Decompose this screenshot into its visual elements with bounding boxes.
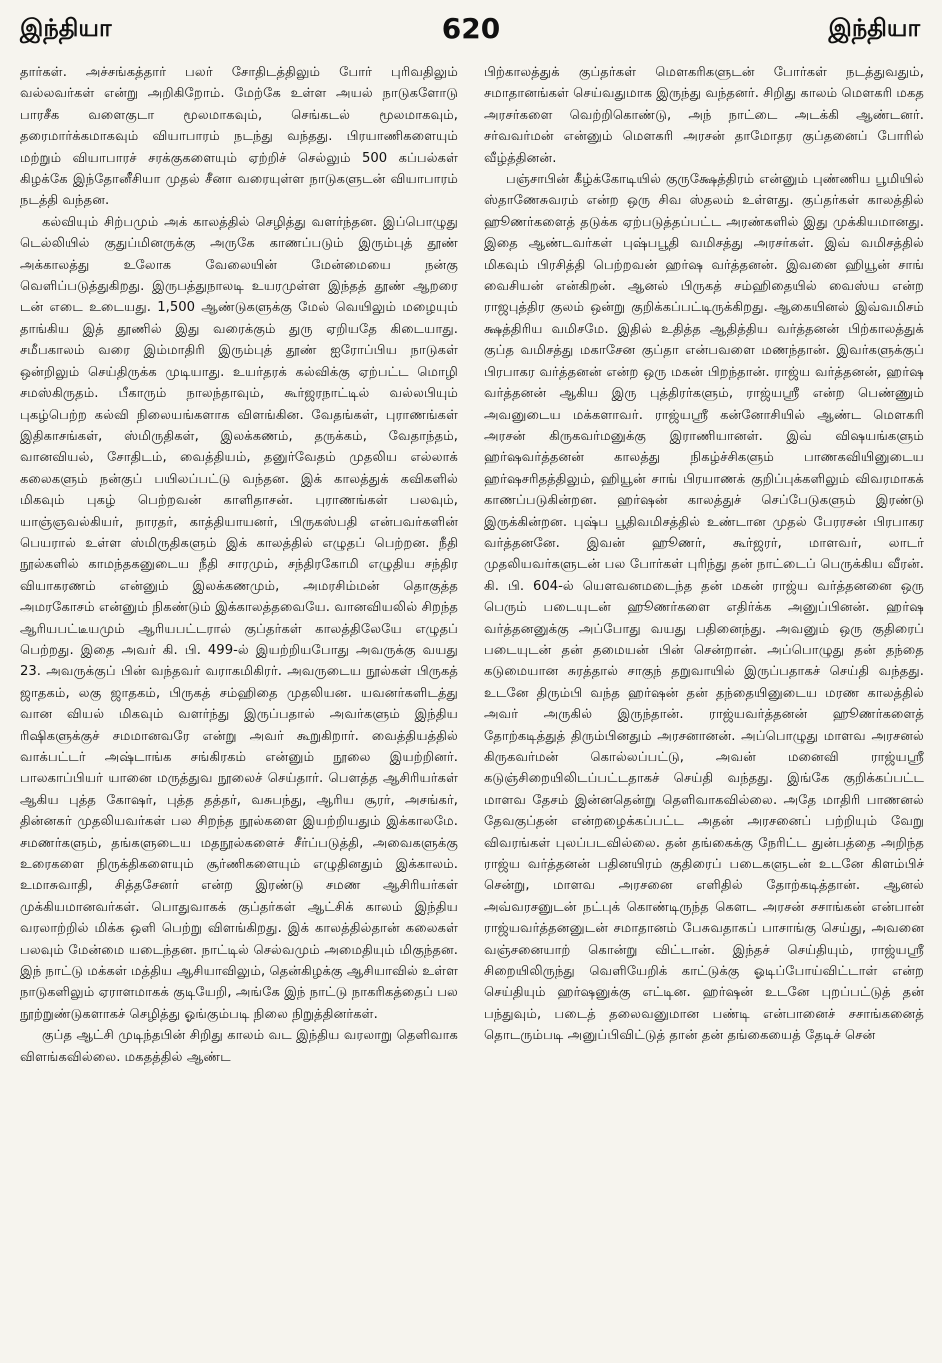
page-number: 620: [441, 12, 501, 45]
paragraph: கல்வியும் சிற்பமும் அக் காலத்தில் செழித்து வளர்ந்தன. இப்பொழுது டெல்லியில் குதுப்மினருக்கு அருகே காணப்படும் இரும்புத் தூண் அக்காலத்து உலோக வேலையின் மேன்மையை நன்கு வெளிப்படுத்துகிறது. இருபத்துநாலடி உயரமுள்ள இந்தத் தூண் ஆறரை டன் எடை உடையது. 1,500 ஆண்டுகளுக்கு மேல் வெயிலும் மழையும் தாங்கிய இத் தூணில் இது வரைக்கும் துரு ஏறியதே கிடையாது. சமீபகாலம் வரை இம்மாதிரி இரும்புத் தூண் ஐரோப்பிய நாடுகள் ஒன்றிலும் செய்திருக்க முடியாது. உயர்தரக் கல்விக்கு ஏற்பட்ட மொழி சமஸ்கிருதம். பீகாரும் நாலந்தாவும், கூர்ஜரநாட்டில் வல்லபியும் புகழ்பெற்ற கல்வி நிலையங்களாக விளங்கின. வேதங்கள், புராணங்கள் இதிகாசங்கள், ஸ்மிருதிகள், இலக்கணம், தருக்கம், வேதாந்தம், வானவியல், சோதிடம், வைத்தியம், தனுர்வேதம் முதலிய எல்லாக் கலைகளும் நன்குப் பயிலப்பட்டு வந்தன. இக் காலத்துக் கவிகளில் மிகவும் புகழ் பெற்றவன் காளிதாசன். புராணங்கள் பலவும், யாஞ்ஞவல்கியர், நாரதர், காத்தியாயனர், பிருகஸ்பதி என்பவர்களின் பெயரால் உள்ள ஸ்மிருதிகளும் இக் காலத்தில் எழுதப் பெற்றன. நீதி நூல்களில் காமந்தகனுடைய நீதி சாரமும், சந்திரகோமி எழுதிய சந்திர வியாகரணம் என்னும் இலக்கணமும், அமரசிம்மன் தொகுத்த அமரகோசம் என்னும் நிகண்டும் இக்காலத்தவையே. வானவியலில் சிறந்த ஆரியபட்டீயமும் ஆரியபட்டரால் குப்தர்கள் காலத்திலேயே எழுதப் பெற்றது. இதை அவர் கி. பி. 499-ல் இயற்றியபோது அவருக்கு வயது 23. அவருக்குப் பின் வந்தவர் வராகமிகிரர். அவருடைய நூல்கள் பிருகத் ஜாதகம், லகு ஜாதகம், பிருகத் சம்ஹிதை முதலியன. யவனர்களிடத்து வான வியல் மிகவும் வளர்ந்து இருப்பதால் அவர்களும் இந்திய ரிஷிகளுக்குச் சமமானவரே என்று அவர் கூறுகிறார். வைத்தியத்தில் வாக்பட்டர் அஷ்டாங்க சங்கிரகம் என்னும் நூலை இயற்றினர். பாலகாப்பியர் யானை மருத்துவ நூலைச் செய்தார். பௌத்த ஆசிரியர்கள் ஆகிய புத்த கோஷர், புத்த தத்தர், வசுபந்து, ஆரிய சூரர், அசங்கர், தின்னகர் முதலியவர்கள் பல சிறந்த நூல்களை இயற்றியதும் இக்காலமே. சமணர்களும், தங்களுடைய மதநூல்களைச் சீர்ப்படுத்தி, அவைகளுக்கு உரைகளை நிருக்திகளையும் சூர்ணிகளையும் எழுதினதும் இக்காலம். உமாசுவாதி, சித்தசேனர் என்ற இரண்டு சமண ஆசிரியர்கள் முக்கியமானவர்கள். பொதுவாகக் குப்தர்கள் ஆட்சிக் காலம் இந்திய வரலாற்றில் மிக்க ஒளி பெற்று விளங்கிறது. இக் காலத்தில்தான் கலைகள் பலவும் மேன்மை யடைந்தன. நாட்டில் செல்வமும் அமைதியும் மிகுந்தன. இந் நாட்டு மக்கள் மத்திய ஆசியாவிலும், தென்கிழக்கு ஆசியாவில் உள்ள நாடுகளிலும் ஏராளமாகக் குடியேறி, அங்கே இந் நாட்டு நாகரிகத்தைப் பல நூற்றுண்டுகளாகச் செழித்து ஓங்கும்படி நிலை நிறுத்தினர்கள்.: [20, 214, 458, 1022]
paragraph: பிற்காலத்துக் குப்தர்கள் மௌகரிகளுடன் போர்கள் நடத்துவதும், சமாதானங்கள் செய்வதுமாக இருந்து வந்தனர். சிறிது காலம் மௌகரி மகத அரசர்களை வெற்றிகொண்டு, அந் நாட்டை அடக்கி ஆண்டனர். சர்வவர்மன் என்னும் மௌகரி அரசன் தாமோதர குப்தனைப் போரில் வீழ்த்தினன்.: [484, 65, 924, 166]
paragraph: தார்கள். அச்சங்கத்தார் பலர் சோதிடத்திலும் போர் புரிவதிலும் வல்லவர்கள் என்று அறிகிறோம். மேற்கே உள்ள அயல் நாடுகளோடு பாரசீக வளைகுடா மூலமாகவும், செங்கடல் மூலமாகவும், தரைமார்க்கமாகவும் வியாபாரம் நடந்து வந்தது. பிரயாணிகளையும் மற்றும் வியாபாரச் சரக்குகளையும் ஏற்றிச் செல்லும் 500 கப்பல்கள் கிழக்கே இந்தோனீசியா முதல் சீனா வரையுள்ள நாடுகளுடன் வியாபாரம் நடத்தி வந்தன.: [20, 65, 458, 209]
left-column: [20, 62, 458, 1354]
paragraph: குப்த ஆட்சி முடிந்தபின் சிறிது காலம் வட இந்திய வரலாறு தெளிவாக விளங்கவில்லை. மகதத்தில் ஆண்ட: [20, 1028, 458, 1065]
running-head-right: இந்தியா: [828, 14, 920, 42]
paragraph: பஞ்சாபின் கீழ்க்கோடியில் குருக்ஷேத்திரம் என்னும் புண்ணிய பூமியில் ஸ்தாணேசுவரம் என்ற ஒரு சிவ ஸ்தலம் உள்ளது. குப்தர்கள் காலத்தில் ஹூணர்களைத் தடுக்க ஏற்படுத்தப்பட்ட அரண்களில் இது முக்கியமானது. இதை ஆண்டவர்கள் புஷ்பபூதி வமிசத்து அரசர்கள். இவ் வமிசத்தில் மிகவும் பிரசித்தி பெற்றவன் ஹர்ஷ வர்த்தனன். இவனை ஹியூன் சாங் வைசியன் என்கிறன். ஆனல் பிருகத் சம்ஹிதையில் வைஸ்ய என்ற ராஜபுத்திர குலம் ஒன்று குறிக்கப்பட்டிருக்கிறது. ஆகையினல் இவ்வமிசம் க்ஷத்திரிய வமிசமே. இதில் உதித்த ஆதித்திய வர்த்தனன் பிற்காலத்துக் குப்த வமிசத்து மகாசேன குப்தா என்பவளை மணந்தான். இவர்களுக்குப் பிரபாகர வர்த்தனன் என்ற ஒரு மகன் பிறந்தான். ராஜ்ய வர்த்தனன், ஹர்ஷ வர்த்தனன் ஆகிய இரு புத்திரர்களும், ராஜ்யஸ்ரீ என்ற பெண்ணும் அவனுடைய மக்களாவர். ராஜ்யஸ்ரீ கன்னோசியில் ஆண்ட மௌகரி அரசன் கிருகவர்மனுக்கு இராணியானள். இவ் விஷயங்களும் ஹர்ஷவர்த்தனன் காலத்து நிகழ்ச்சிகளும் பாணகவியினுடைய ஹர்ஷசரிதத்திலும், ஹியூன் சாங் பிரயாணக் குறிப்புக்களிலும் விவரமாகக் காணப்படுகின்றன. ஹர்ஷன் காலத்துச் செப்பேடுகளும் இரண்டு இருக்கின்றன. புஷ்ப பூதிவமிசத்தில் உண்டான முதல் பேரரசன் பிரபாகர வர்த்தனனே. இவன் ஹூணர், கூர்ஜரர், மாளவர், லாடர் முதலியவர்களுடன் பல போர்கள் புரிந்து தன் நாட்டைப் பெருக்கிய வீரன். கி. பி. 604-ல் யௌவனமடைந்த தன் மகன் ராஜ்ய வர்த்தனனை ஒரு பெரும் படையுடன் ஹூணர்களை எதிர்க்க அனுப்பினன். ஹர்ஷ வர்த்தனனுக்கு அப்போது வயது பதினைந்து. அவனும் ஒரு குதிரைப் படையுடன் தன் தமையன் பின் சென்றான். அப்பொழுது தன் தந்தை கடுமையான சுரத்தால் சாகுந் தறுவாயில் இருப்பதாகச் செய்தி வந்தது. உடனே திரும்பி வந்த ஹர்ஷன் தன் தந்தையினுடைய மரண காலத்தில் அவர் அருகில் இருந்தான். ராஜ்யவர்த்தனன் ஹூணர்களைத் தோற்கடித்துத் திரும்பினதும் அரசனானன். அப்பொழுது மாளவ அரசனல் கிருகவர்மன் கொல்லப்பட்டு, அவன் மனைவி ராஜ்யஸ்ரீ கடுஞ்சிறையிலிடப்பட்டதாகச் செய்தி வந்தது. இங்கே குறிக்கப்பட்ட மாளவ தேசம் இன்னதென்று தெளிவாகவில்லை. அதே மாதிரி பாணனல் தேவகுப்தன் என்றழைக்கப்பட்ட அதன் அரசனைப் பற்றியும் வேறு விவரங்கள் புலப்படவில்லை. தன் தங்கைக்கு நேரிட்ட துன்பத்தை அறிந்த ராஜ்ய வர்த்தனன் பதினயிரம் குதிரைப் படைகளுடன் உடனே கிளம்பிச் சென்று, மாளவ அரசனை எளிதில் தோற்கடித்தான். ஆனல் அவ்வரசனுடன் நட்புக் கொண்டிருந்த கௌட அரசன் சசாங்கன் என்பான் ராஜ்யவர்த்தனனுடன் சமாதானம் பேசுவதாகப் பாசாங்கு செய்து, அவனை வஞ்சனையாற் கொன்று விட்டான். இந்தச் செய்தியும், ராஜ்யஸ்ரீ சிறையிலிருந்து வெளியேறிக் காட்டுக்கு ஓடிப்போய்விட்டாள் என்ற செய்தியும் ஹர்ஷனுக்கு எட்டின. ஹர்ஷன் உடனே புறப்பட்டுத் தன் பந்துவும், படைத் தலைவனுமான பண்டி என்பானைச் சசாங்கனைத் தொடரும்படி அனுப்பிவிட்டுத் தான் தன் தங்கையைத் தேடிச் சென்: [484, 172, 924, 1044]
running-head-left: இந்தியா: [20, 14, 112, 42]
right-column: [484, 62, 924, 1354]
